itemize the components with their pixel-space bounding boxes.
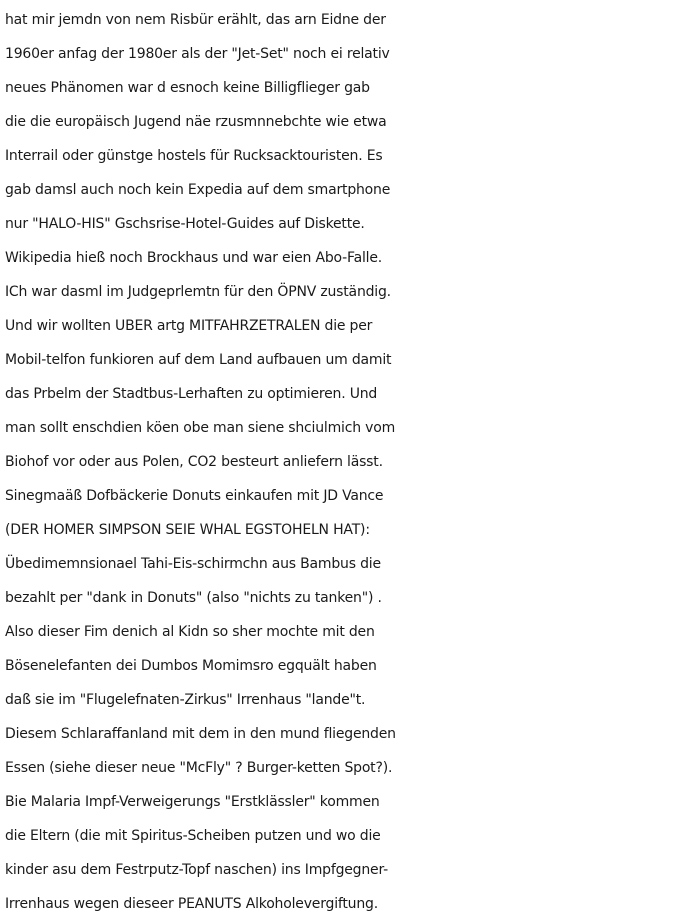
text-line-12: das Prbelm der Stadtbus-Lerhaften zu optimieren. Und <box>5 386 378 402</box>
body-text <box>5 3 684 921</box>
text-line-8: Wikipedia hieß noch Brockhaus und war eien Abo-Falle. <box>5 250 383 266</box>
text-line-25: die Eltern (die mit Spiritus-Scheiben putzen und wo die <box>5 828 381 844</box>
text-line-4: die die europäisch Jugend näe rzusmnnebchte wie etwa <box>5 114 387 130</box>
text-line-20: Bösenelefanten dei Dumbos Momimsro egquält haben <box>5 658 377 674</box>
text-line-22: Diesem Schlaraffanland mit dem in den mund fliegenden <box>5 726 396 742</box>
text-line-11: Mobil-telfon funkioren auf dem Land aufbauen um damit <box>5 352 392 368</box>
text-line-27: Irrenhaus wegen dieseer PEANUTS Alkoholevergiftung. <box>5 896 378 912</box>
text-line-24: Bie Malaria Impf-Verweigerungs "Erstklässler" kommen <box>5 794 380 810</box>
text-line-19: Also dieser Fim denich al Kidn so sher mochte mit den <box>5 624 375 640</box>
text-line-2: 1960er anfag der 1980er als der "Jet-Set" noch ei relativ <box>5 46 390 62</box>
text-line-14: Biohof vor oder aus Polen, CO2 besteurt anliefern lässt. <box>5 454 383 470</box>
text-line-26: kinder asu dem Festrputz-Topf naschen) ins Impfgegner- <box>5 862 388 878</box>
text-line-6: gab damsl auch noch kein Expedia auf dem smartphone <box>5 182 391 198</box>
text-line-7: nur "HALO-HIS" Gschsrise-Hotel-Guides auf Diskette. <box>5 216 365 232</box>
text-line-18: bezahlt per "dank in Donuts" (also "nichts zu tanken") . <box>5 590 382 606</box>
text-line-21: daß sie im "Flugelefnaten-Zirkus" Irrenhaus "lande"t. <box>5 692 366 708</box>
text-line-23: Essen (siehe dieser neue "McFly" ? Burger-ketten Spot?). <box>5 760 393 776</box>
text-line-9: ICh war dasml im Judgeprlemtn für den ÖPNV zuständig. <box>5 284 391 300</box>
text-line-3: neues Phänomen war d esnoch keine Billigflieger gab <box>5 80 370 96</box>
text-line-16: (DER HOMER SIMPSON SEIE WHAL EGSTOHELN HAT): <box>5 522 370 538</box>
text-line-17: Übedimemnsionael Tahi-Eis-schirmchn aus Bambus die <box>5 556 381 572</box>
text-line-13: man sollt enschdien köen obe man siene shciulmich vom <box>5 420 396 436</box>
text-line-15: Sinegmaäß Dofbäckerie Donuts einkaufen mit JD Vance <box>5 488 384 504</box>
text-line-1: hat mir jemdn von nem Risbür erählt, das arn Eidne der <box>5 12 386 28</box>
text-line-10: Und wir wollten UBER artg MITFAHRZETRALEN die per <box>5 318 373 334</box>
text-line-5: Interrail oder günstge hostels für Rucksacktouristen. Es <box>5 148 383 164</box>
